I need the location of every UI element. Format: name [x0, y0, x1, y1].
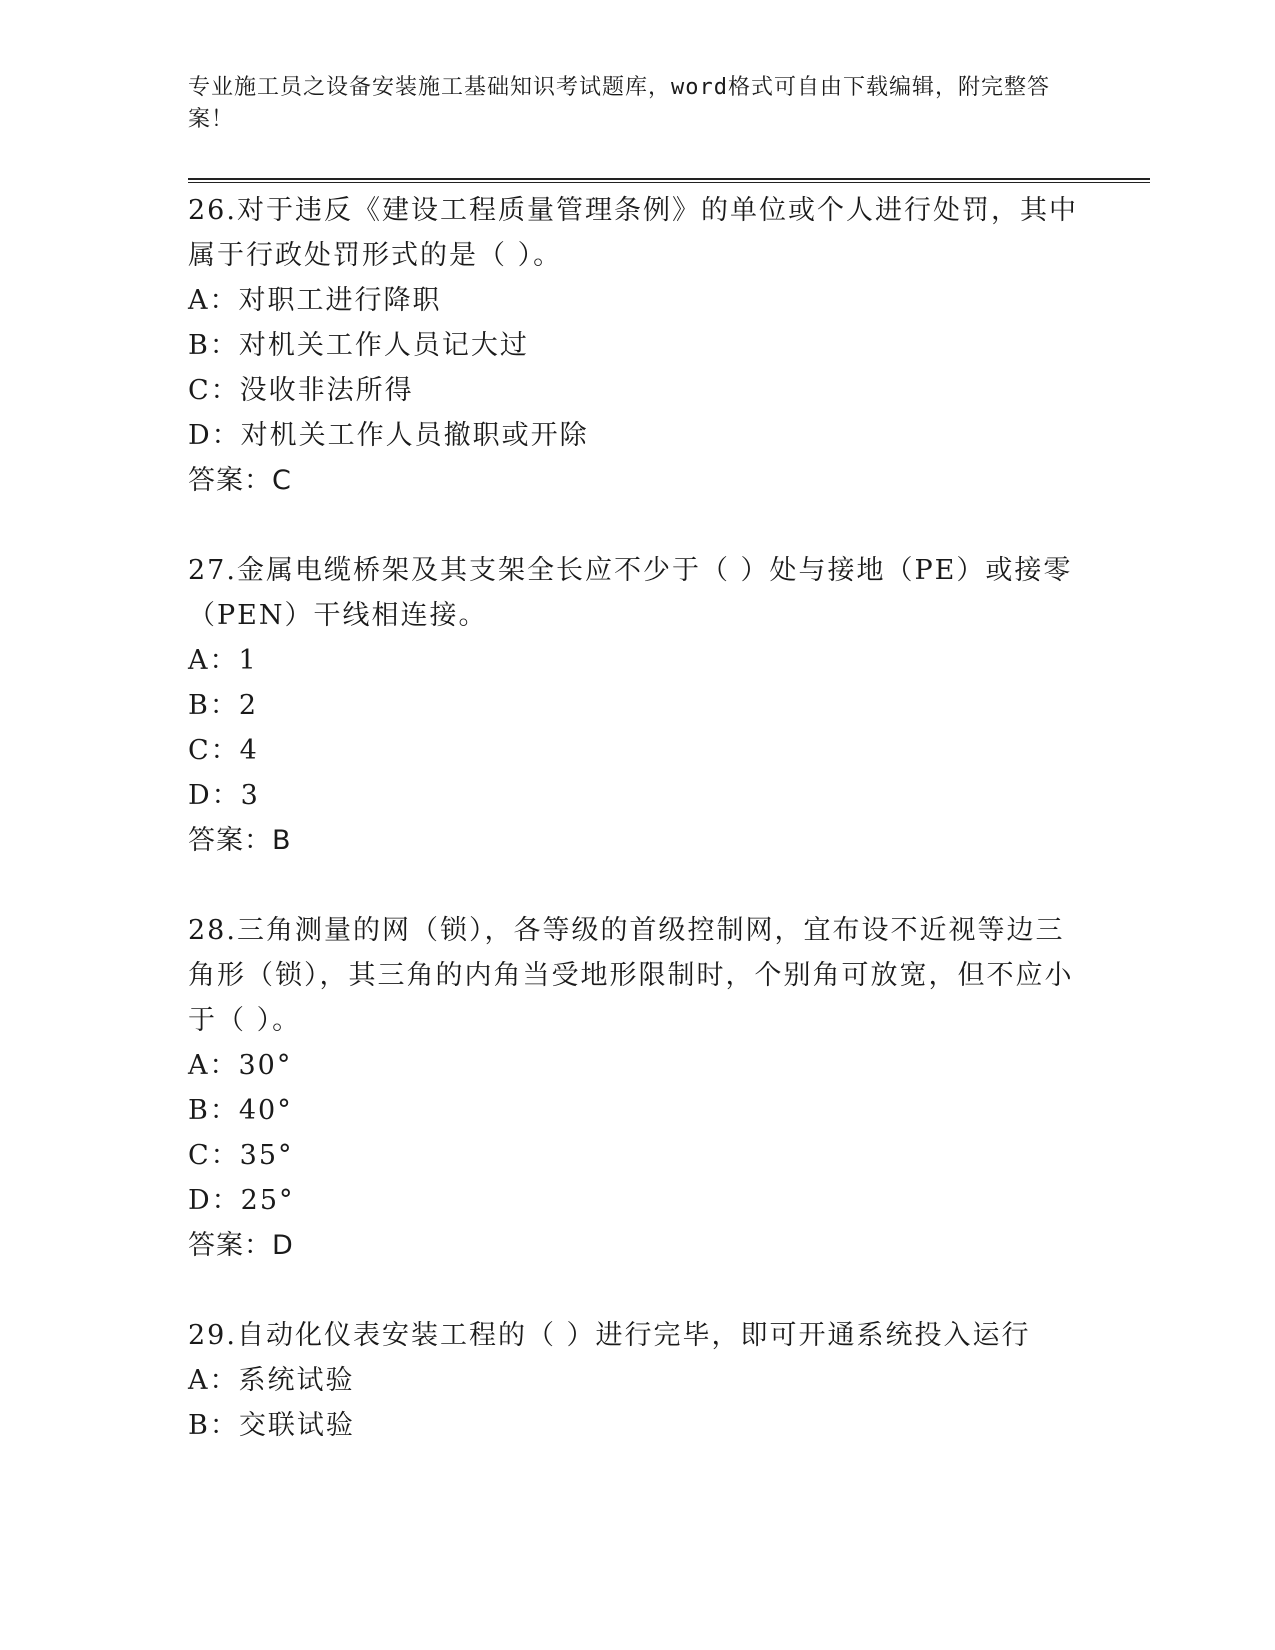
question-29 [188, 1313, 1088, 1448]
option-b: B：对机关工作人员记大过 [188, 330, 529, 361]
answer: 答案：D [188, 1230, 294, 1261]
question-stem: 27.金属电缆桥架及其支架全长应不少于（ ）处与接地（PE）或接零（PEN）干线相连接。 [188, 555, 1073, 631]
question-stem: 26.对于违反《建设工程质量管理条例》的单位或个人进行处罚，其中属于行政处罚形式的是（ ）。 [188, 195, 1078, 271]
question-stem: 28.三角测量的网（锁），各等级的首级控制网，宜布设不近视等边三角形（锁），其三角的内角当受地形限制时，个别角可放宽，但不应小于（ ）。 [188, 915, 1074, 1036]
option-b: B：40° [188, 1095, 293, 1126]
question-27 [188, 548, 1088, 863]
option-b: B：2 [188, 690, 259, 721]
question-stem: 29.自动化仪表安装工程的（ ）进行完毕，即可开通系统投入运行 [188, 1320, 1031, 1351]
question-list [188, 188, 1088, 1448]
option-a: A：30° [188, 1050, 293, 1081]
option-d: D：25° [188, 1185, 295, 1216]
document-header: 专业施工员之设备安装施工基础知识考试题库，word格式可自由下载编辑，附完整答案！ [188, 75, 1050, 132]
option-c: C：4 [188, 735, 259, 766]
option-a: A：1 [188, 645, 258, 676]
question-gap [188, 1268, 1088, 1313]
header-divider [188, 178, 1150, 183]
answer: 答案：B [188, 825, 292, 856]
option-a: A：对职工进行降职 [188, 285, 442, 316]
option-c: C：35° [188, 1140, 294, 1171]
option-d: D：3 [188, 780, 260, 811]
option-b: B：交联试验 [188, 1410, 355, 1441]
question-gap [188, 863, 1088, 908]
question-26 [188, 188, 1088, 503]
option-a: A：系统试验 [188, 1365, 355, 1396]
option-c: C：没收非法所得 [188, 375, 414, 406]
answer: 答案：C [188, 465, 292, 496]
question-28 [188, 908, 1088, 1268]
question-gap [188, 503, 1088, 548]
option-d: D：对机关工作人员撤职或开除 [188, 420, 589, 451]
